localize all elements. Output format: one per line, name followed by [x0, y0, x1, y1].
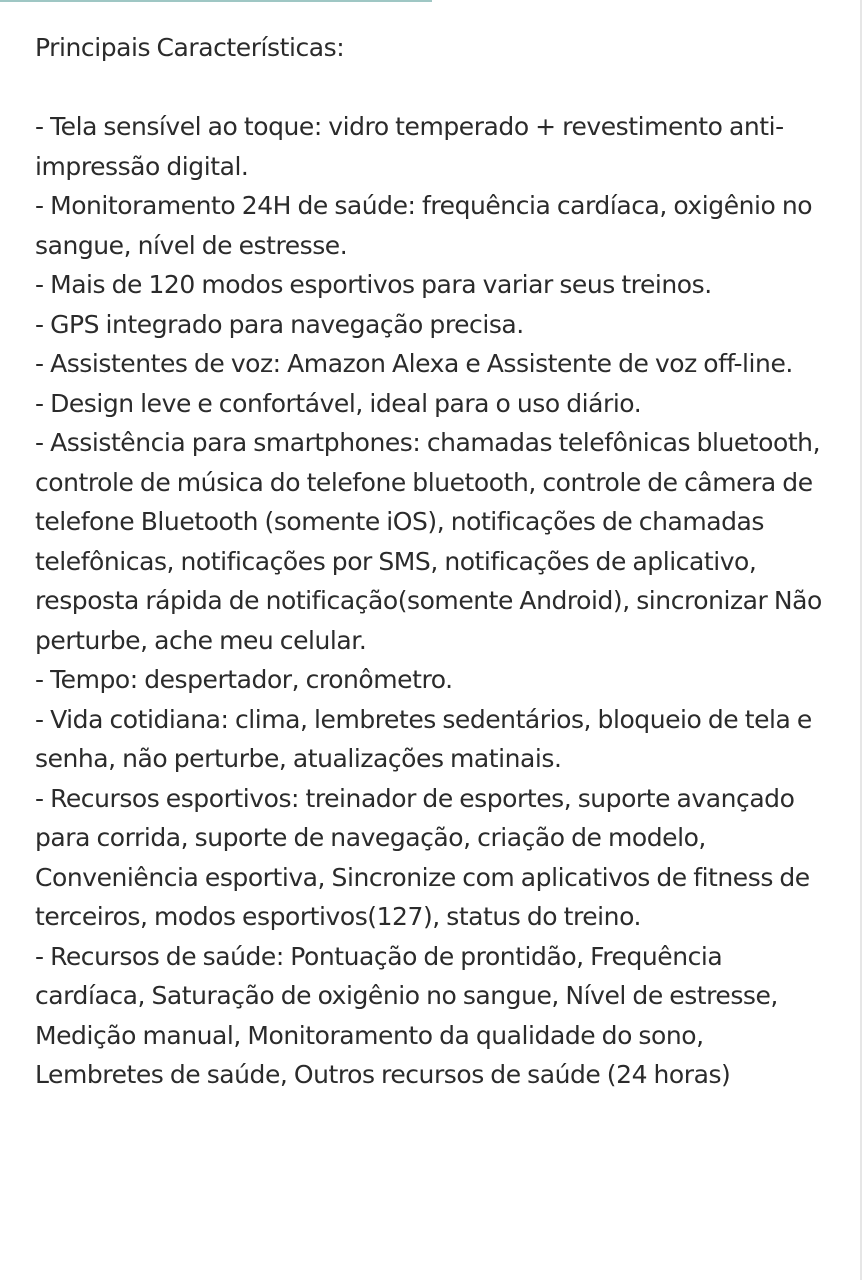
feature-design: - Design leve e confortável, ideal para o uso diário.	[35, 388, 642, 418]
top-accent-line	[0, 0, 432, 2]
features-heading: Principais Características:	[35, 33, 345, 62]
features-list	[35, 107, 835, 1095]
feature-gps: - GPS integrado para navegação precisa.	[35, 309, 524, 339]
feature-time: - Tempo: despertador, cronômetro.	[35, 665, 453, 694]
feature-health-monitoring: - Monitoramento 24H de saúde: frequência cardíaca, oxigênio no sangue, nível de estresse.	[35, 191, 813, 260]
feature-health-resources: - Recursos de saúde: Pontuação de prontidão, Frequência cardíaca, Saturação de oxigênio no sangue, Nível de estresse, Medição manual, Monitoramento da qualidade do sono, Lembretes de saúde, Outros recursos de saúde (24 horas)	[35, 941, 778, 1089]
feature-touchscreen: - Tela sensível ao toque: vidro temperado + revestimento anti-impressão digital.	[35, 112, 784, 181]
feature-description	[35, 28, 835, 1095]
feature-voice-assistants: - Assistentes de voz: Amazon Alexa e Assistente de voz off-line.	[35, 349, 793, 378]
feature-sport-resources: - Recursos esportivos: treinador de esportes, suporte avançado para corrida, suporte de navegação, criação de modelo, Conveniência esportiva, Sincronize com aplicativos de fitness de terceiros, modos esportivos(127), status do treino.	[35, 783, 810, 931]
feature-sport-modes: - Mais de 120 modos esportivos para variar seus treinos.	[35, 270, 712, 299]
feature-daily-life: - Vida cotidiana: clima, lembretes sedentários, bloqueio de tela e senha, não perturbe, atualizações matinais.	[35, 704, 812, 773]
blank-line	[35, 68, 835, 108]
feature-smartphone-assistance: - Assistência para smartphones: chamadas telefônicas bluetooth, controle de música do telefone bluetooth, controle de câmera de telefone Bluetooth (somente iOS), notificações de chamadas telefônicas, notificações por SMS, notificações de aplicativo, resposta rápida de notificação(somente Android), sincronizar Não perturbe, ache meu celular.	[35, 428, 822, 655]
